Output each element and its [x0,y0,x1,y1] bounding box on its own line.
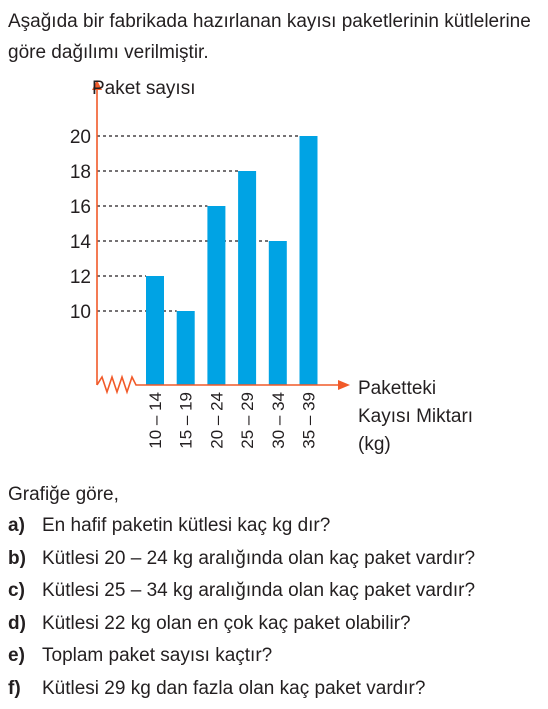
question-text: Toplam paket sayısı kaçtır? [42,645,272,666]
bar [269,241,287,385]
x-axis-title-line-3: (kg) [358,434,391,455]
x-axis-arrow [338,380,350,390]
question-text: Kütlesi 29 kg dan fazla olan kaç paket vardır? [42,678,425,699]
question-e [8,644,542,677]
question-c [8,579,542,612]
y-tick-label: 12 [70,267,91,288]
question-f [8,677,542,709]
question-letter: e) [8,644,42,668]
question-a [8,514,542,547]
question-letter: d) [8,612,42,636]
x-tick-label: 30 – 34 [269,392,288,449]
bars [146,136,318,385]
question-prompt: Grafiğe göre, [8,483,119,507]
question-d [8,612,542,645]
y-tick-label: 16 [70,197,91,218]
y-tick-label: 14 [70,232,92,253]
x-tick-label: 25 – 29 [238,392,257,449]
x-tick-label: 10 – 14 [146,392,165,449]
question-letter: a) [8,514,42,538]
question-letter: c) [8,579,42,603]
bar [207,206,225,385]
question-text: Kütlesi 20 – 24 kg aralığında olan kaç paket vardır? [42,548,475,569]
question-list [8,514,542,709]
y-tick-label: 18 [70,162,91,183]
y-axis-title: Paket sayısı [92,78,196,99]
axis-break-zigzag [97,377,140,392]
x-tick-labels [146,392,319,449]
question-text: En hafif paketin kütlesi kaç kg dır? [42,515,330,536]
bar [177,311,195,385]
bar [238,171,256,385]
y-tick-label: 10 [70,302,91,323]
bar [300,136,318,385]
x-tick-label: 20 – 24 [207,392,226,449]
question-text: Kütlesi 25 – 34 kg aralığında olan kaç paket vardır? [42,580,475,601]
x-axis-title-line-2: Kayısı Miktarı [358,406,473,427]
x-axis-title [358,378,473,455]
x-axis-title-line-1: Paketteki [358,378,436,399]
bar [146,276,164,385]
question-letter: b) [8,547,42,571]
x-tick-label: 35 – 39 [300,392,319,449]
y-tick-labels [70,127,92,323]
y-tick-label: 20 [70,127,91,148]
intro-text: Aşağıda bir fabrikada hazırlanan kayısı paketlerinin kütlelerine göre dağılımı verilmiştir. [8,6,542,68]
x-tick-label: 15 – 19 [177,392,196,449]
question-b [8,547,542,580]
question-letter: f) [8,677,42,701]
question-text: Kütlesi 22 kg olan en çok kaç paket olabilir? [42,613,411,634]
